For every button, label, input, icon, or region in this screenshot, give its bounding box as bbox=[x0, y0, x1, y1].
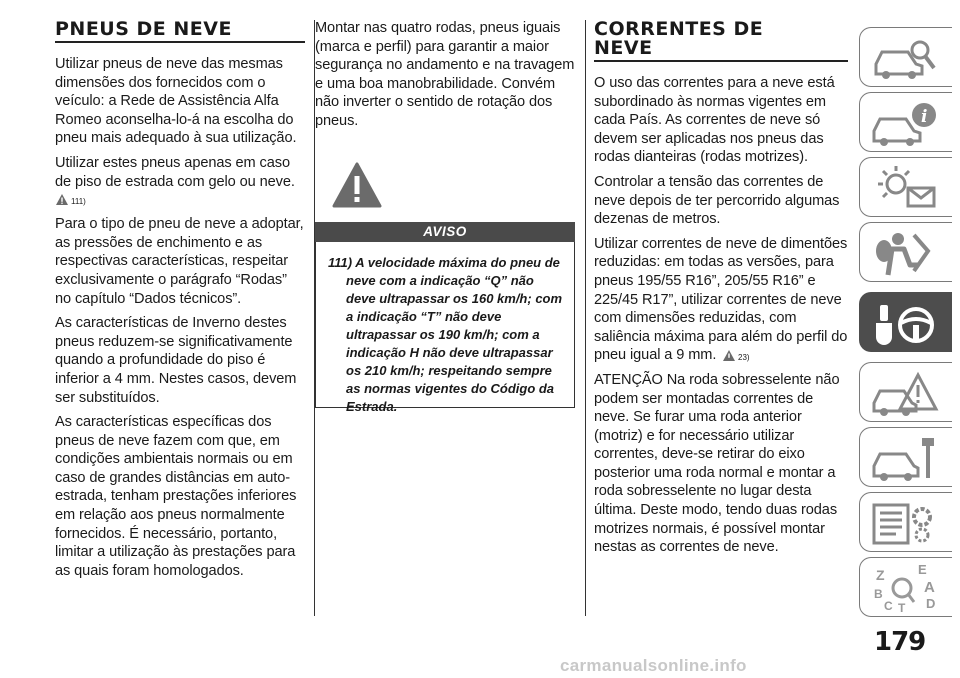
technical-data-icon bbox=[870, 499, 940, 547]
paragraph: Montar nas quatro rodas, pneus iguais (marca e perfil) para garantir a maior segurança no andamento e na travagem e uma boa manobrabilidade. Convém não inverter o sentido de rotação dos pneus. bbox=[315, 20, 575, 129]
index-letter: T bbox=[898, 601, 906, 612]
column-middle bbox=[315, 0, 577, 414]
alphabetical-index-icon bbox=[870, 564, 940, 612]
tab-technical-data[interactable] bbox=[859, 492, 952, 552]
column-divider bbox=[585, 20, 586, 616]
warning-lights-icon bbox=[870, 164, 940, 212]
watermark: carmanualsonline.info bbox=[560, 656, 747, 675]
tab-airbag-safety[interactable] bbox=[859, 222, 952, 282]
paragraph: Para o tipo de pneu de neve a adoptar, as pressões de enchimento e as respectivas características, respeitar exclusivamente o parágrafo “Rodas” no capítulo “Dados técnicos”. bbox=[55, 216, 304, 307]
warning-text: 111) A velocidade máxima do pneu de neve com a indicação “Q” não deve ultrapassar os 160 km/h; com a indicação “T” não deve ultrapassar os 190 km/h; com a indicação H não deve ultrapassar os 210 km/h; respeitando sempre as normas vigentes do Código da Estrada. bbox=[328, 254, 563, 414]
section-title-correntes-line2: NEVE bbox=[594, 39, 848, 62]
reference-number: 23) bbox=[738, 352, 750, 362]
column-left bbox=[55, 0, 305, 586]
warning-box-body bbox=[315, 242, 575, 414]
index-letter: Z bbox=[876, 567, 885, 583]
paragraph: O uso das correntes para a neve está subordinado às normas vigentes em cada País. As correntes de neve só devem ser aplicadas nos pneus das rodas dianteiras (rodas motrizes). bbox=[594, 75, 835, 166]
tab-car-emergency[interactable] bbox=[859, 362, 952, 422]
tab-warning-lights[interactable] bbox=[859, 157, 952, 217]
warning-box bbox=[315, 222, 575, 414]
paragraph: As características de Inverno destes pneus reduzem-se significativamente quando a profundidade do piso é inferior a 4 mm. Nestes casos, devem ser substituídos. bbox=[55, 315, 297, 406]
paragraph: Utilizar estes pneus apenas em caso de piso de estrada com gelo ou neve. bbox=[55, 154, 295, 190]
tab-alphabetical-index[interactable] bbox=[859, 557, 952, 617]
car-maintenance-icon bbox=[870, 434, 940, 482]
section-title-pneus-de-neve: PNEUS DE NEVE bbox=[55, 20, 305, 43]
warning-box-title: AVISO bbox=[315, 222, 575, 242]
paragraph: As características específicas dos pneus de neve fazem com que, em condições ambientais normais ou em caso de grandes distâncias em auto-estrada, tenham prestações inferiores em relação aos pneus normalmente fornecidos. É necessário, portanto, limitar a utilização às prestações para as quais foram homologados. bbox=[55, 414, 297, 579]
airbag-safety-icon bbox=[870, 229, 940, 277]
info-triangle-icon bbox=[722, 349, 736, 367]
tab-key-steering-wheel[interactable] bbox=[859, 292, 952, 352]
reference-number: 111) bbox=[71, 197, 86, 207]
paragraph: Utilizar correntes de neve de dimentões reduzidas: em todas as versões, para pneus 195/55 R16”, 205/55 R16” e 225/45 R17”, utilizar correntes de neve com dimensões reduzidas, com saliência máxima para além do perfil do pneu igual a 9 mm. bbox=[594, 235, 848, 364]
page-number: 179 bbox=[874, 627, 926, 657]
index-letter: B bbox=[874, 587, 883, 601]
index-letter: D bbox=[926, 596, 936, 611]
car-info-icon bbox=[870, 99, 940, 147]
warning-triangle-icon bbox=[315, 162, 577, 214]
index-letter: E bbox=[918, 564, 927, 577]
tab-car-search[interactable] bbox=[859, 27, 952, 87]
warning-reference bbox=[55, 191, 305, 211]
tab-car-info[interactable] bbox=[859, 92, 952, 152]
tab-car-maintenance[interactable] bbox=[859, 427, 952, 487]
paragraph: Utilizar pneus de neve das mesmas dimensões dos fornecidos com o veículo: a Rede de Assistência Alfa Romeo aconselha-lo-á na escolha do pneu mais adequado à sua utilização. bbox=[55, 56, 297, 147]
paragraph: ATENÇÃO Na roda sobresselente não podem ser montadas correntes de neve. Se furar uma roda anterior (motriz) e for necessário utilizar correntes, deve-se retirar do eixo posterior uma roda normal e montar a roda sobresselente no lugar desta última. Deste modo, tendo duas rodas motrizes normais, é possível montar nestas as correntes de neve. bbox=[594, 371, 840, 556]
column-right bbox=[594, 0, 848, 563]
index-letter: A bbox=[924, 579, 935, 596]
warning-triangle-icon bbox=[55, 193, 69, 211]
key-steering-wheel-icon bbox=[870, 299, 940, 347]
car-emergency-icon bbox=[870, 369, 940, 417]
section-title-correntes-line1: CORRENTES DE bbox=[594, 18, 764, 40]
index-letter: C bbox=[884, 599, 893, 612]
car-search-icon bbox=[870, 34, 940, 82]
paragraph: Controlar a tensão das correntes de neve depois de ter percorrido algumas dezenas de metros. bbox=[594, 173, 840, 228]
svg-text:i: i bbox=[921, 107, 928, 127]
